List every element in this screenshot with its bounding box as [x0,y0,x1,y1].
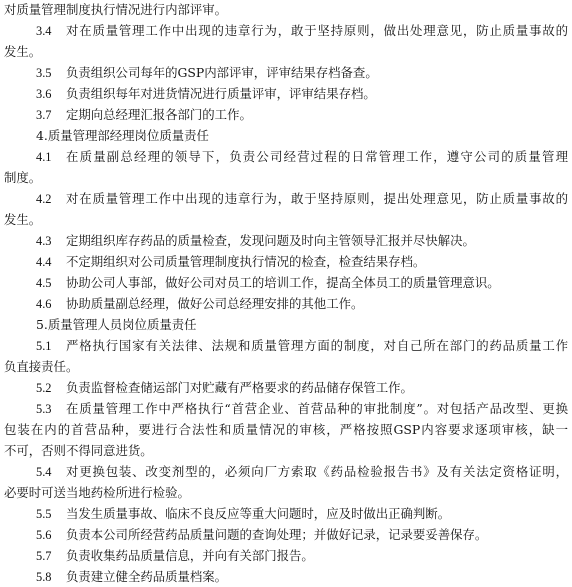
document-line [0,399,572,419]
line-text: 负责监督检查储运部门对贮藏有严格要求的药品储存保管工作。 [66,380,413,395]
line-text: 发生。 [4,44,42,59]
document-line [0,294,572,314]
line-text: 发生。 [4,212,42,227]
clause-number: 5.3 [36,402,52,416]
line-text: 不定期组织对公司质量管理制度执行情况的检查，检查结果存档。 [66,254,426,269]
line-text: 协助质量副总经理，做好公司总经理安排的其他工作。 [66,296,364,311]
line-text: 当发生质量事故、临床不良反应等重大问题时，应及时做出正确判断。 [66,506,451,521]
line-text: 包装在内的首营品种，要进行合法性和质量情况的审核，严格按照GSP内容要求逐项审核，缺一 [4,422,568,437]
clause-number: 4.1 [36,150,52,164]
section-heading [0,126,572,146]
section-heading-text: 5.质量管理人员岗位质量责任 [36,317,197,332]
line-text: 对质量管理制度执行情况进行内部评审。 [4,2,228,17]
clause-number: 5.1 [36,339,52,353]
line-text: 严格执行国家有关法律、法规和质量管理方面的制度，对自己所在部门的药品质量工作 [66,338,568,353]
document-line [0,63,572,83]
clause-number: 5.6 [36,528,52,542]
line-text: 定期向总经理汇报各部门的工作。 [66,107,252,122]
document-line [0,84,572,104]
clause-number: 4.3 [36,234,52,248]
document-line [0,462,572,482]
line-text: 负责组织每年对进货情况进行质量评审，评审结果存档。 [66,86,376,101]
clause-number: 5.7 [36,549,52,563]
document-line [0,378,572,398]
clause-number: 4.5 [36,276,52,290]
clause-number: 3.7 [36,108,52,122]
document-line [0,210,572,230]
section-heading [0,315,572,335]
line-text: 对在质量管理工作中出现的违章行为，敢于坚持原则，做出处理意见，防止质量事故的 [66,23,568,38]
document-line [0,252,572,272]
line-text: 必要时可送当地药检所进行检验。 [4,485,190,500]
clause-number: 3.6 [36,87,52,101]
document-line [0,357,572,377]
line-text: 负责收集药品质量信息，并向有关部门报告。 [66,548,314,563]
clause-number: 5.2 [36,381,52,395]
document-line [0,441,572,461]
line-text: 协助公司人事部，做好公司对员工的培训工作，提高全体员工的质量管理意识。 [66,275,500,290]
document-line [0,189,572,209]
line-text: 在质量管理工作中严格执行“首营企业、首营品种的审批制度”。对包括产品改型、更换 [66,401,568,416]
clause-number: 4.4 [36,255,52,269]
document-line [0,147,572,167]
document-line [0,168,572,188]
clause-number: 5.4 [36,465,52,479]
line-text: 负责本公司所经营药品质量问题的查询处理；并做好记录，记录要妥善保存。 [66,527,488,542]
document-line [0,21,572,41]
clause-number: 4.2 [36,192,52,206]
document-line [0,546,572,566]
line-text: 不可，否则不得同意进货。 [4,443,153,458]
line-text: 制度。 [4,170,42,185]
section-heading-text: 4.质量管理部经理岗位质量责任 [36,128,209,143]
document-line [0,336,572,356]
line-text: 对更换包装、改变剂型的，必须向厂方索取《药品检验报告书》及有关法定资格证明， [66,464,568,479]
document-line [0,42,572,62]
clause-number: 5.8 [36,570,52,584]
document-line [0,504,572,524]
document-line [0,273,572,293]
document-line [0,525,572,545]
clause-number: 3.4 [36,24,52,38]
line-text: 负责建立健全药品质量档案。 [66,569,228,584]
line-text: 在质量副总经理的领导下，负责公司经营过程的日常管理工作，遵守公司的质量管理 [66,149,568,164]
document-line [0,105,572,125]
line-text: 负责组织公司每年的GSP内部评审，评审结果存档备查。 [66,65,378,80]
document-line [0,567,572,587]
line-text: 对在质量管理工作中出现的违章行为，敢于坚持原则，提出处理意见，防止质量事故的 [66,191,568,206]
document-line [0,420,572,440]
line-text: 定期组织库存药品的质量检查，发现问题及时向主管领导汇报并尽快解决。 [66,233,475,248]
clause-number: 5.5 [36,507,52,521]
document-line [0,483,572,503]
line-text: 负直接责任。 [4,359,79,374]
document-line [0,231,572,251]
clause-number: 3.5 [36,66,52,80]
clause-number: 4.6 [36,297,52,311]
document-line [0,0,572,20]
